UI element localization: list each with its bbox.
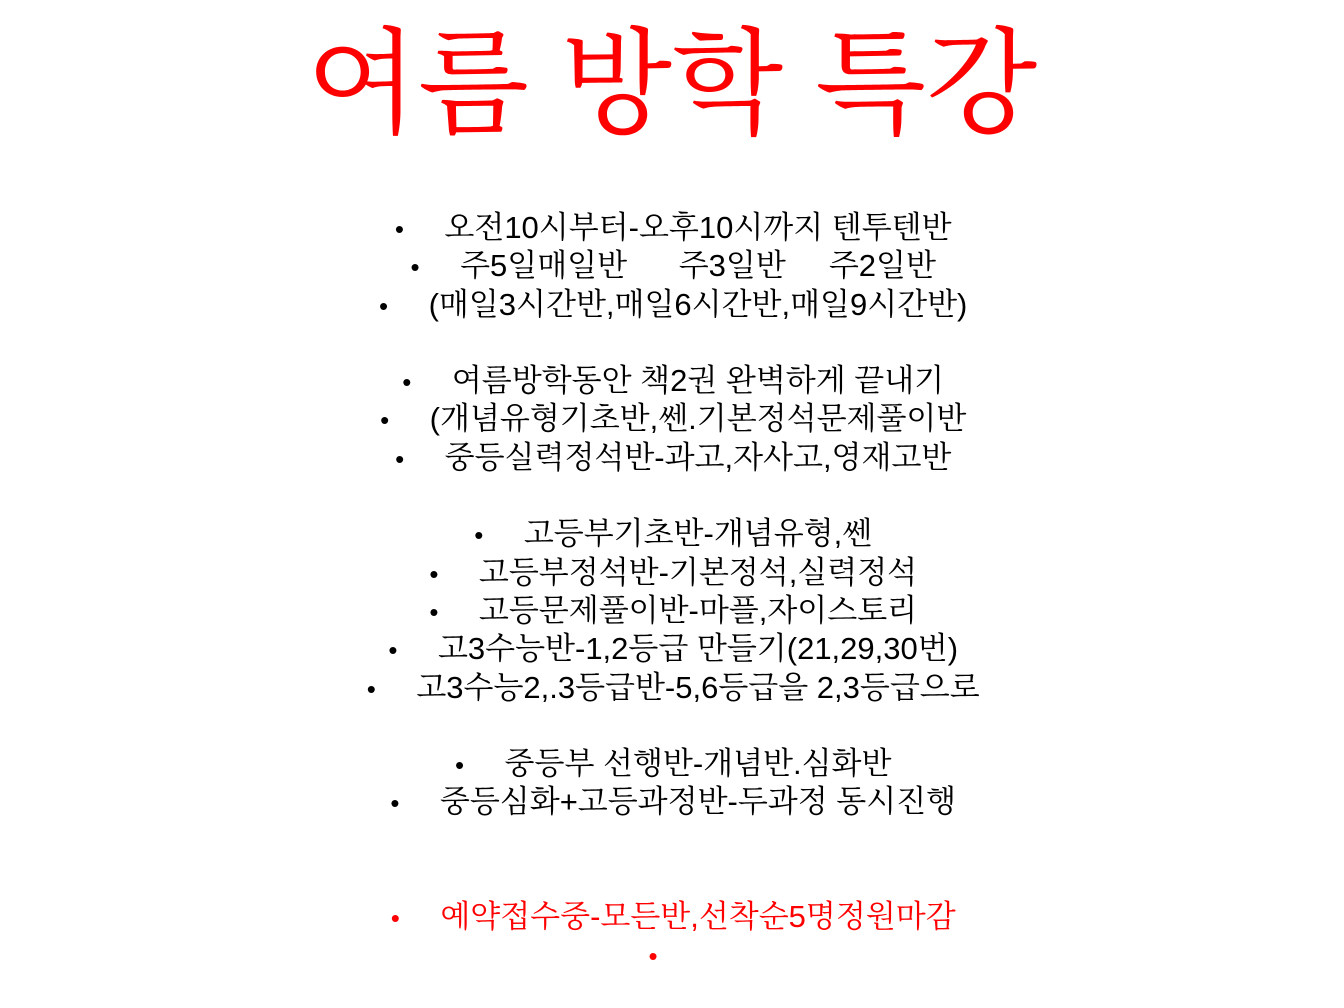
bullet-icon: • bbox=[648, 940, 658, 971]
bullet-line bbox=[0, 592, 1344, 630]
bullet-line bbox=[0, 209, 1344, 247]
bullet-line bbox=[0, 286, 1344, 324]
line-text: 중등실력정석반-과고,자사고,영재고반 bbox=[444, 439, 952, 475]
line-text: 예약접수중-모든반,선착순5명정원마감 bbox=[440, 899, 956, 935]
line-text: (매일3시간반,매일6시간반,매일9시간반) bbox=[428, 286, 968, 322]
bullet-line bbox=[0, 783, 1344, 821]
line-text: 중등심화+고등과정반-두과정 동시진행 bbox=[439, 784, 957, 820]
bullet-line bbox=[0, 745, 1344, 783]
bullet-line-highlight bbox=[0, 898, 1344, 936]
page-title: 여름 방학 특강 bbox=[306, 20, 1038, 148]
bullet-line bbox=[0, 362, 1344, 400]
bullet-icon: • bbox=[390, 903, 400, 934]
bullet-line-highlight bbox=[0, 937, 1344, 975]
spacer bbox=[0, 324, 1344, 362]
bullet-icon: • bbox=[366, 673, 376, 704]
bullet-icon: • bbox=[390, 788, 400, 819]
bullet-line bbox=[0, 400, 1344, 438]
bullet-icon: • bbox=[429, 558, 439, 589]
bullet-line bbox=[0, 630, 1344, 668]
line-text: 주5일매일반 주3일반 주2일반 bbox=[460, 248, 936, 284]
line-text: 고3수능2,.3등급반-5,6등급을 2,3등급으로 bbox=[416, 669, 980, 705]
line-text: 오전10시부터-오후10시까지 텐투텐반 bbox=[444, 210, 952, 245]
bullet-icon: • bbox=[402, 367, 412, 398]
bullet-list bbox=[0, 209, 1344, 975]
bullet-line bbox=[0, 439, 1344, 477]
bullet-icon: • bbox=[454, 750, 465, 781]
bullet-icon: • bbox=[394, 214, 404, 244]
bullet-icon: • bbox=[410, 252, 420, 283]
line-text: 고등부기초반-개념유형,쎈 bbox=[523, 516, 873, 552]
bullet-icon: • bbox=[395, 443, 405, 474]
bullet-line bbox=[0, 554, 1344, 592]
bullet-icon: • bbox=[388, 635, 398, 666]
spacer bbox=[0, 707, 1344, 745]
bullet-line bbox=[0, 247, 1344, 285]
line-text: (개념유형기초반,쎈.기본정석문제풀이반 bbox=[429, 401, 967, 437]
bullet-line bbox=[0, 515, 1344, 553]
line-text: 여름방학동안 책2권 완벽하게 끝내기 bbox=[451, 363, 945, 399]
bullet-icon: • bbox=[474, 520, 484, 551]
line-text: 고등부정석반-기본정석,실력정석 bbox=[478, 554, 918, 590]
bullet-icon: • bbox=[429, 596, 439, 627]
spacer bbox=[0, 822, 1344, 899]
spacer bbox=[0, 477, 1344, 515]
line-text: 고등문제풀이반-마플,자이스토리 bbox=[478, 592, 918, 628]
line-text: 중등부 선행반-개념반.심화반 bbox=[504, 746, 892, 782]
line-text: 고3수능반-1,2등급 만들기(21,29,30번) bbox=[437, 631, 959, 667]
bullet-icon: • bbox=[380, 405, 390, 436]
bullet-icon: • bbox=[379, 290, 389, 321]
bullet-line bbox=[0, 669, 1344, 707]
